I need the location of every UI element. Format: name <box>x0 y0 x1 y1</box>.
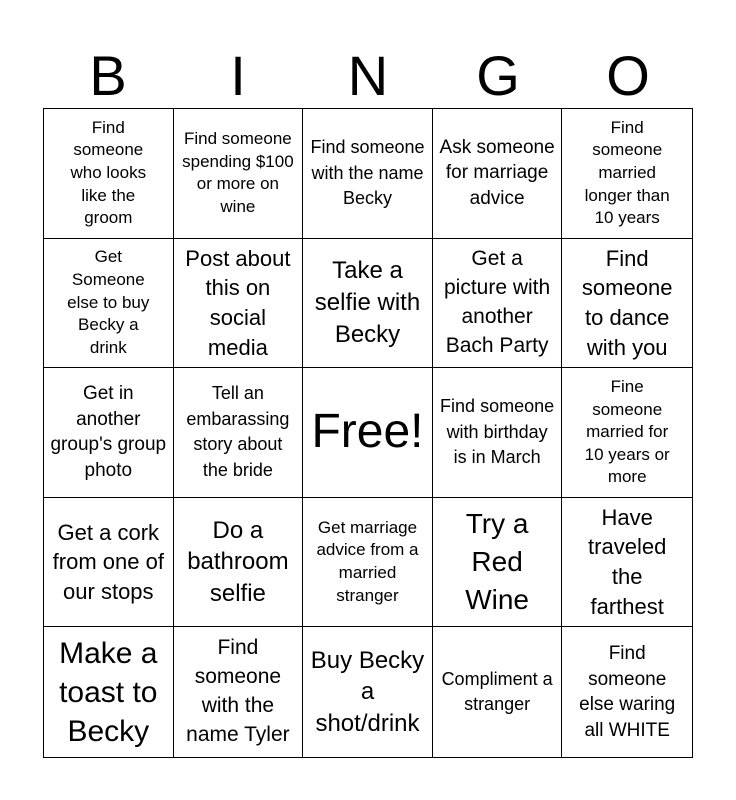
header-letter-b: B <box>89 44 127 107</box>
bingo-cell[interactable] <box>562 368 692 498</box>
bingo-cell[interactable] <box>174 498 304 628</box>
free-space-text: Free! <box>311 405 424 459</box>
header-letter-o: O <box>606 44 650 107</box>
cell-text: Get in another group's group photo <box>50 383 167 482</box>
bingo-header <box>43 44 693 108</box>
cell-text: Find someone with the name Tyler <box>186 636 290 747</box>
bingo-cell[interactable] <box>174 627 304 757</box>
cell-text: Get marriage advice from a married stranger <box>316 517 419 605</box>
bingo-cell[interactable] <box>433 239 563 369</box>
cell-text: Find someone who looks like the groom <box>70 117 147 228</box>
header-letter-g: G <box>476 44 520 107</box>
cell-text: Get a picture with another Bach Party <box>443 246 551 357</box>
cell-text: Compliment a stranger <box>441 668 553 715</box>
bingo-cell[interactable] <box>433 627 563 757</box>
bingo-cell[interactable] <box>433 109 563 239</box>
cell-text: Do a bathroom selfie <box>187 516 289 607</box>
bingo-cell[interactable] <box>44 627 174 757</box>
bingo-cell[interactable] <box>433 368 563 498</box>
bingo-cell[interactable] <box>303 498 433 628</box>
cell-text: Try a Red Wine <box>465 507 529 616</box>
cell-text: Find someone else waring all WHITE <box>579 642 676 741</box>
cell-text: Tell an embarassing story about the bride <box>186 383 290 481</box>
cell-text: Get Someone else to buy Becky a drink <box>67 247 150 357</box>
cell-text: Have traveled the farthest <box>588 504 667 619</box>
cell-text: Post about this on social media <box>185 245 291 360</box>
bingo-cell[interactable] <box>44 498 174 628</box>
cell-text: Ask someone for marriage advice <box>439 136 555 210</box>
cell-text: Find someone with birthday is in March <box>440 396 555 468</box>
cell-text: Find someone with the name Becky <box>310 136 425 209</box>
cell-text: Get a cork from one of our stops <box>52 519 164 604</box>
free-space[interactable] <box>303 368 433 498</box>
bingo-cell[interactable] <box>562 239 692 369</box>
cell-text: Take a selfie with Becky <box>314 257 421 348</box>
bingo-cell[interactable] <box>174 239 304 369</box>
bingo-cell[interactable] <box>303 239 433 369</box>
bingo-cell[interactable] <box>44 109 174 239</box>
bingo-board <box>43 108 693 758</box>
cell-text: Buy Becky a shot/drink <box>310 646 425 738</box>
cell-text: Find someone married longer than 10 years <box>584 117 670 228</box>
bingo-cell[interactable] <box>174 368 304 498</box>
bingo-cell[interactable] <box>433 498 563 628</box>
bingo-cell[interactable] <box>303 109 433 239</box>
bingo-cell[interactable] <box>562 627 692 757</box>
cell-text: Make a toast to Becky <box>59 636 158 748</box>
cell-text: Find someone to dance with you <box>581 245 673 360</box>
header-letter-i: I <box>230 44 246 107</box>
bingo-cell[interactable] <box>44 368 174 498</box>
bingo-cell[interactable] <box>562 109 692 239</box>
cell-text: Find someone spending $100 or more on wine <box>182 129 294 216</box>
cell-text: Fine someone married for 10 years or more <box>584 376 670 487</box>
bingo-cell[interactable] <box>562 498 692 628</box>
header-letter-n: N <box>347 44 389 107</box>
bingo-cell[interactable] <box>174 109 304 239</box>
bingo-cell[interactable] <box>44 239 174 369</box>
bingo-cell[interactable] <box>303 627 433 757</box>
